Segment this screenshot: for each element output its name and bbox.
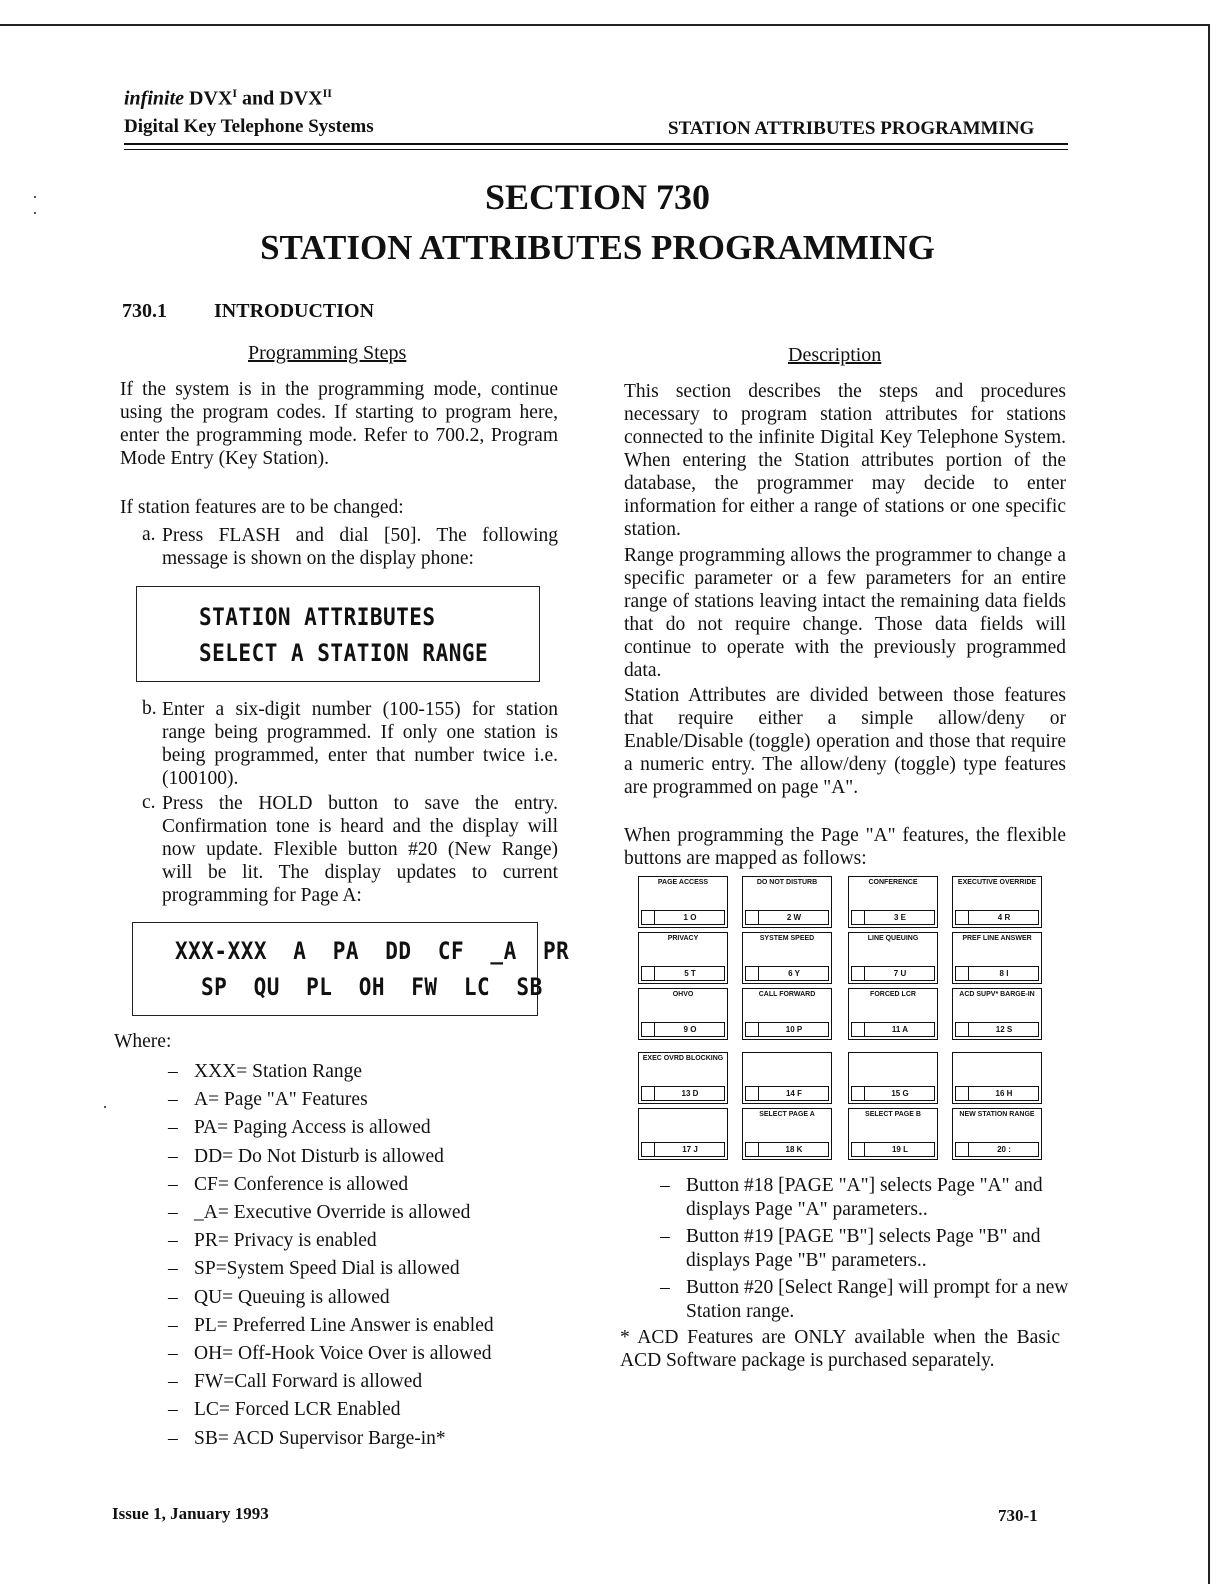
- flex-button-strip: [641, 1022, 725, 1037]
- where-label: Where:: [114, 1031, 172, 1052]
- flex-button-strip: [641, 910, 725, 925]
- display1-line1: STATION ATTRIBUTES: [199, 603, 436, 631]
- flex-button-label: PAGE ACCESS: [657, 879, 709, 886]
- led-icon: [746, 967, 759, 980]
- header-brand: [124, 86, 332, 111]
- flex-button-strip: [851, 910, 935, 925]
- list-item: – SB= ACD Supervisor Barge-in*: [168, 1427, 446, 1449]
- led-icon: [852, 1023, 865, 1036]
- flex-button-strip: [955, 910, 1039, 925]
- flex-button-number: 4 R: [997, 913, 1011, 922]
- flex-button-label: SELECT PAGE B: [865, 1111, 921, 1118]
- list-item: – QU= Queuing is allowed: [168, 1286, 390, 1308]
- list-item: – FW=Call Forward is allowed: [168, 1371, 423, 1393]
- flex-button-strip: [851, 1142, 935, 1157]
- list-item: – SP=System Speed Dial is allowed: [168, 1258, 460, 1280]
- right-border: [1208, 24, 1210, 1584]
- flex-button-number: 1 O: [683, 913, 697, 922]
- brand-and: and: [242, 87, 275, 110]
- step-b-text: Enter a six-digit number (100-155) for station range being programmed. If only one station is being programmed, enter that number twice i.e. (100100).: [162, 699, 558, 789]
- flex-button-1: [638, 876, 728, 928]
- flexible-button-map: [638, 876, 1048, 1158]
- flex-button-number: 6 Y: [788, 969, 800, 978]
- list-item: – Button #18 [PAGE "A"] selects Page "A" and displays Page "A" parameters..: [660, 1175, 1043, 1220]
- flex-button-label: SELECT PAGE A: [759, 1111, 815, 1118]
- flex-button-label: EXECUTIVE OVERRIDE: [957, 879, 1037, 886]
- flex-button-strip: [641, 1142, 725, 1157]
- subsection-number: 730.1: [122, 300, 167, 322]
- flex-button-number: 3 E: [893, 913, 906, 922]
- flex-button-number: 9 O: [683, 1025, 697, 1034]
- footer-issue: Issue 1, January 1993: [112, 1504, 269, 1523]
- flex-button-number: 8 I: [999, 969, 1009, 978]
- flex-button-18: [742, 1108, 832, 1160]
- flex-button-strip: [745, 966, 829, 981]
- led-icon: [746, 1087, 759, 1100]
- flex-button-label: FORCED LCR: [870, 991, 916, 998]
- header-rule: [124, 143, 1068, 145]
- flex-button-strip: [745, 1086, 829, 1101]
- flex-button-strip: [955, 1022, 1039, 1037]
- flex-button-strip: [955, 1142, 1039, 1157]
- step-b-letter: b.: [142, 698, 157, 719]
- header-rule-thin: [124, 149, 1068, 150]
- flex-button-4: [952, 876, 1042, 928]
- flex-button-15: [848, 1052, 938, 1104]
- footer-page-number: 730-1: [998, 1506, 1038, 1525]
- flex-button-label: DO NOT DISTURB: [756, 879, 818, 886]
- flex-button-strip: [851, 1022, 935, 1037]
- flex-button-11: [848, 988, 938, 1040]
- led-icon: [852, 911, 865, 924]
- flex-button-9: [638, 988, 728, 1040]
- flex-button-label: ACD SUPV* BARGE-IN: [959, 991, 1035, 998]
- flex-button-14: [742, 1052, 832, 1104]
- flex-button-8: [952, 932, 1042, 984]
- flex-button-strip: [641, 1086, 725, 1101]
- flex-button-strip: [641, 966, 725, 981]
- flex-button-number: 10 P: [785, 1025, 803, 1034]
- list-item: – CF= Conference is allowed: [168, 1173, 409, 1195]
- led-icon: [852, 1087, 865, 1100]
- brand-sup1: I: [232, 86, 238, 100]
- flex-button-strip: [745, 1022, 829, 1037]
- flex-button-5: [638, 932, 728, 984]
- flex-button-13: [638, 1052, 728, 1104]
- flex-button-label: PREF LINE ANSWER: [962, 935, 1032, 942]
- description-heading: Description: [788, 344, 882, 366]
- flex-button-label: SYSTEM SPEED: [759, 935, 815, 942]
- brand-sup2: II: [322, 86, 332, 100]
- flex-button-label: OHVO: [672, 991, 694, 998]
- brand-dvx2: DVX: [279, 87, 323, 110]
- description-para2: Range programming allows the programmer to change a specific parameter or a few parameters for an entire range of stations leaving intact the remaining data fields that do not require change. Those data fields will continue to operate with the previously programmed data.: [624, 545, 1066, 681]
- programming-steps-heading: Programming Steps: [248, 342, 407, 364]
- header-right-title: STATION ATTRIBUTES PROGRAMMING: [668, 118, 1035, 139]
- section-number: SECTION 730: [484, 177, 711, 217]
- brand-italic: infinite: [124, 87, 185, 110]
- display-station-attributes: [136, 586, 540, 682]
- led-icon: [956, 1087, 969, 1100]
- led-icon: [956, 967, 969, 980]
- list-item: – _A= Executive Override is allowed: [168, 1202, 471, 1224]
- header-subtitle: Digital Key Telephone Systems: [124, 116, 374, 137]
- step-c-text: Press the HOLD button to save the entry. Confirmation tone is heard and the display will now update. Flexible button #20 (New Range) will be lit. The display updates to current programming for Page A:: [162, 793, 558, 906]
- flex-button-strip: [851, 1086, 935, 1101]
- flex-button-number: 5 T: [684, 969, 696, 978]
- flex-button-strip: [955, 966, 1039, 981]
- description-para1: This section describes the steps and procedures necessary to program station attributes for stations connected to the infinite Digital Key Telephone System. When entering the Station attributes portion of the database, the programmer may decide to enter information for either a range of stations or one specific station.: [624, 381, 1066, 540]
- list-item: – PA= Paging Access is allowed: [168, 1117, 431, 1139]
- subsection-title: INTRODUCTION: [214, 300, 375, 322]
- flex-button-12: [952, 988, 1042, 1040]
- flex-button-label: NEW STATION RANGE: [959, 1111, 1035, 1118]
- flex-button-number: 17 J: [682, 1145, 698, 1154]
- step-c-letter: c.: [142, 792, 156, 813]
- flex-button-number: 11 A: [891, 1025, 909, 1034]
- flex-button-strip: [745, 910, 829, 925]
- flex-button-strip: [745, 1142, 829, 1157]
- flex-button-3: [848, 876, 938, 928]
- flex-button-19: [848, 1108, 938, 1160]
- list-item: – A= Page "A" Features: [168, 1089, 368, 1111]
- description-para4: When programming the Page "A" features, the flexible buttons are mapped as follows:: [624, 825, 1066, 869]
- led-icon: [642, 1143, 655, 1156]
- flex-button-20: [952, 1108, 1042, 1160]
- led-icon: [956, 1023, 969, 1036]
- flex-button-label: EXEC OVRD BLOCKING: [642, 1055, 724, 1062]
- section-title: STATION ATTRIBUTES PROGRAMMING: [260, 228, 935, 267]
- list-item: – PR= Privacy is enabled: [168, 1230, 377, 1252]
- flex-button-label: CALL FORWARD: [758, 991, 816, 998]
- flex-button-number: 20 :: [997, 1145, 1011, 1154]
- list-item: – Button #20 [Select Range] will prompt for a new Station range.: [660, 1277, 1069, 1322]
- flex-button-number: 14 F: [785, 1089, 802, 1098]
- flex-button-label: PRIVACY: [667, 935, 699, 942]
- flex-button-17: [638, 1108, 728, 1160]
- led-icon: [746, 1023, 759, 1036]
- flex-button-strip: [955, 1086, 1039, 1101]
- flex-button-10: [742, 988, 832, 1040]
- flex-button-6: [742, 932, 832, 984]
- flex-button-16: [952, 1052, 1042, 1104]
- description-para3: Station Attributes are divided between those features that require either a simple allow/deny or Enable/Disable (toggle) operation and those that require a numeric entry. The allow/deny (toggle) type features are programmed on page "A".: [624, 685, 1066, 798]
- scan-speck: [104, 1106, 106, 1108]
- display1-line2: SELECT A STATION RANGE: [199, 639, 489, 667]
- list-item: – PL= Preferred Line Answer is enabled: [168, 1314, 494, 1336]
- led-icon: [956, 1143, 969, 1156]
- led-icon: [852, 1143, 865, 1156]
- flex-button-number: 13 D: [681, 1089, 699, 1098]
- top-border: [0, 24, 1210, 26]
- intro-paragraph: If the system is in the programming mode, continue using the program codes. If starting to program here, enter the programming mode. Refer to 700.2, Program Mode Entry (Key Station).: [120, 379, 558, 469]
- if-line: If station features are to be changed:: [120, 497, 404, 518]
- list-item: – LC= Forced LCR Enabled: [168, 1399, 401, 1421]
- led-icon: [642, 967, 655, 980]
- list-item: – DD= Do Not Disturb is allowed: [168, 1145, 444, 1167]
- display2-line1: XXX-XXX A PA DD CF _A PR: [175, 937, 570, 965]
- step-a-letter: a.: [142, 524, 156, 545]
- flex-button-2: [742, 876, 832, 928]
- flex-button-7: [848, 932, 938, 984]
- brand-dvx1: DVX: [189, 87, 233, 110]
- acd-note: * ACD Features are ONLY available when the Basic ACD Software package is purchased separately.: [620, 1327, 1060, 1371]
- flex-button-number: 7 U: [893, 969, 907, 978]
- led-icon: [642, 1023, 655, 1036]
- list-item: – Button #19 [PAGE "B"] selects Page "B" and displays Page "B" parameters..: [660, 1226, 1041, 1271]
- led-icon: [746, 1143, 759, 1156]
- flex-button-number: 12 S: [995, 1025, 1013, 1034]
- led-icon: [642, 1087, 655, 1100]
- led-icon: [746, 911, 759, 924]
- button-notes: [660, 1174, 1070, 1327]
- list-item: – OH= Off-Hook Voice Over is allowed: [168, 1343, 492, 1365]
- display-page-a: [132, 922, 570, 1016]
- flex-button-number: 16 H: [995, 1089, 1013, 1098]
- flex-button-number: 15 G: [891, 1089, 909, 1098]
- flex-button-strip: [851, 966, 935, 981]
- step-a-text: Press FLASH and dial [50]. The following message is shown on the display phone:: [162, 525, 558, 569]
- flex-button-number: 18 K: [785, 1145, 803, 1154]
- flex-button-number: 2 W: [786, 913, 802, 922]
- flex-button-number: 19 L: [891, 1145, 908, 1154]
- flex-button-label: LINE QUEUING: [867, 935, 919, 942]
- scan-speck: [34, 196, 36, 198]
- list-item: – XXX= Station Range: [168, 1061, 363, 1082]
- flex-button-label: CONFERENCE: [868, 879, 918, 886]
- display2-line2: SP QU PL OH FW LC SB: [201, 973, 543, 1001]
- led-icon: [956, 911, 969, 924]
- scan-speck: [34, 212, 36, 214]
- where-list: [168, 1058, 494, 1453]
- led-icon: [642, 911, 655, 924]
- led-icon: [852, 967, 865, 980]
